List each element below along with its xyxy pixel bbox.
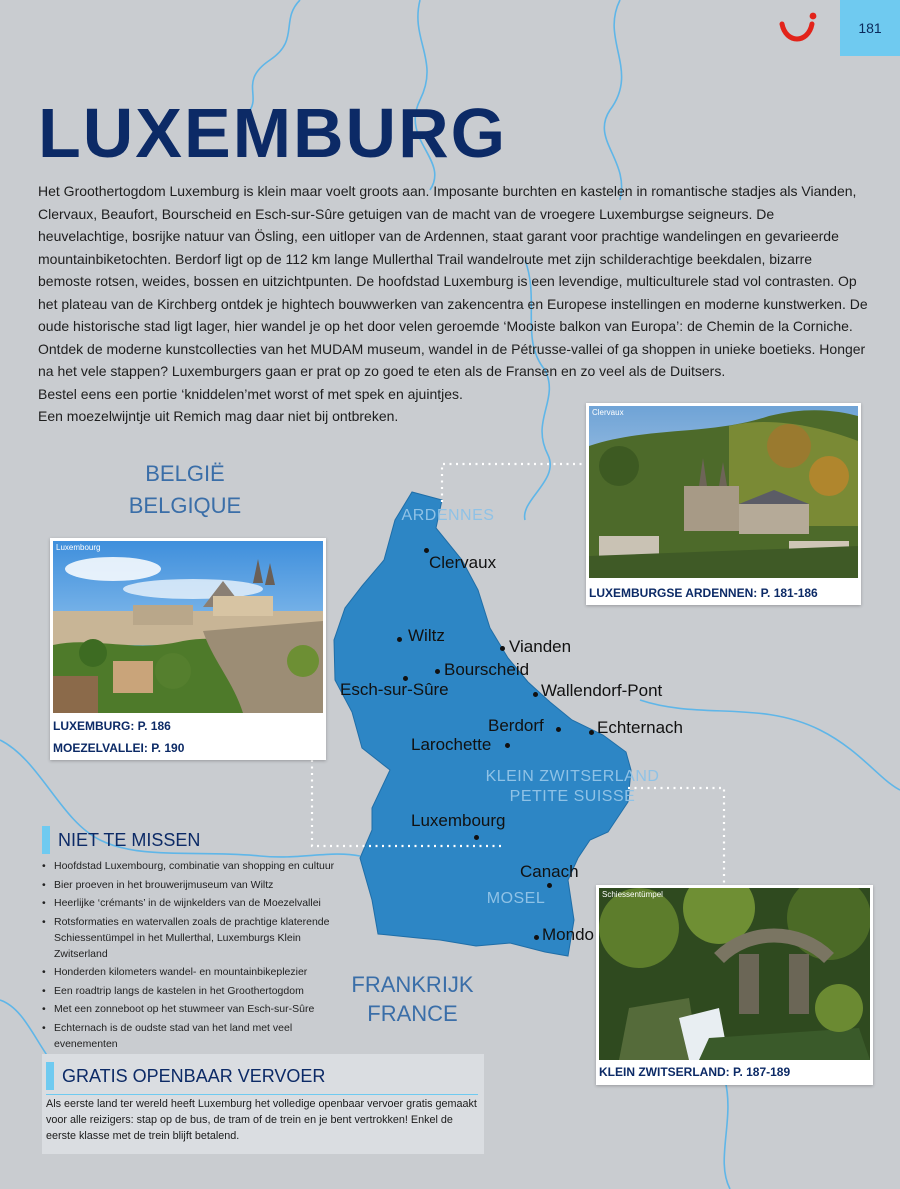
- town-canach: Canach: [520, 862, 579, 881]
- label-klein-zwitserland: [470, 767, 675, 807]
- town-berdorf: Berdorf: [488, 716, 544, 735]
- transport-body: Als eerste land ter wereld heeft Luxemburg het volledige openbaar vervoer gratis gemaakt voor alle reizigers: stap op de bus, de tram of de trein en je bent vertrokken! Enkel de eerste klasse met de trein blijft betalend.: [46, 1098, 477, 1142]
- town-echternach: Echternach: [597, 718, 683, 737]
- label-france-nl: FRANKRIJK: [351, 972, 474, 997]
- town-vianden: Vianden: [509, 637, 572, 656]
- list-item: • Echternach is de oudste stad van het land met veel evenementen: [40, 1020, 345, 1052]
- town-mondorf: Mondo: [542, 925, 594, 944]
- town-wallendorf-pont: Wallendorf-Pont: [541, 681, 663, 700]
- transport-title: GRATIS OPENBAAR VERVOER: [62, 1065, 326, 1086]
- card-schiessentumpel: [596, 885, 873, 1085]
- card-caption[interactable]: MOEZELVALLEI: P. 190: [53, 741, 185, 755]
- town-dot: [533, 692, 538, 697]
- card-caption[interactable]: LUXEMBURGSE ARDENNEN: P. 181-186: [589, 586, 818, 600]
- label-belgium: [110, 458, 260, 522]
- divider: [46, 1094, 478, 1095]
- photo-illustration: [589, 406, 858, 578]
- page-number: 181: [858, 20, 882, 36]
- heading-accent-bar: [46, 1062, 54, 1090]
- heading-accent-bar: [42, 826, 50, 854]
- town-bourscheid: Bourscheid: [444, 660, 530, 679]
- list-item: • Honderden kilometers wandel- en mountainbikeplezier: [40, 964, 345, 980]
- list-item: • Bier proeven in het brouwerijmuseum van Wiltz: [40, 877, 345, 893]
- town-dot: [397, 637, 402, 642]
- photo-clervaux: [589, 406, 858, 578]
- photo-illustration: [599, 888, 870, 1060]
- intro-text: [38, 180, 868, 428]
- card-clervaux: [586, 403, 861, 605]
- card-caption[interactable]: LUXEMBURG: P. 186: [53, 719, 171, 733]
- page-number-tab: [840, 0, 900, 56]
- town-larochette: Larochette: [411, 735, 492, 754]
- tui-logo-icon: [778, 10, 822, 50]
- town-dot: [474, 835, 479, 840]
- card-luxembourg: [50, 538, 326, 760]
- photo-schiessentumpel: [599, 888, 870, 1060]
- must-see-heading: [42, 826, 200, 854]
- list-item: • Heerlijke ‘crémants’ in de wijnkelders van de Moezelvallei: [40, 895, 345, 911]
- photo-illustration: [53, 541, 323, 713]
- must-see-title: NIET TE MISSEN: [58, 829, 201, 850]
- label-mosel: MOSEL: [486, 890, 546, 907]
- town-dot: [500, 646, 505, 651]
- town-clervaux: Clervaux: [429, 553, 497, 572]
- photo-label: Schiessentümpel: [602, 890, 663, 899]
- town-dot: [589, 730, 594, 735]
- card-caption[interactable]: KLEIN ZWITSERLAND: P. 187-189: [599, 1065, 791, 1079]
- label-france-fr: FRANCE: [367, 1001, 458, 1026]
- list-item: • Rotsformaties en watervallen zoals de prachtige klaterende Schiessentümpel in het Mullerthal, Luxemburgs Klein Zwitserland: [40, 914, 345, 962]
- transport-box: [42, 1054, 484, 1154]
- town-dot: [435, 669, 440, 674]
- town-dot: [534, 935, 539, 940]
- town-dot: [505, 743, 510, 748]
- label-france: [340, 970, 485, 1028]
- list-item: • Een roadtrip langs de kastelen in het Groothertogdom: [40, 983, 345, 999]
- intro-paragraph: Een moezelwijntje uit Remich mag daar niet bij ontbreken.: [38, 408, 399, 424]
- page-title: LUXEMBURG: [38, 94, 508, 172]
- list-item: • Met een zonneboot op het stuwmeer van Esch-sur-Sûre: [40, 1001, 345, 1017]
- must-see-list: [40, 858, 345, 1054]
- photo-label: Luxembourg: [56, 543, 101, 552]
- photo-label: Clervaux: [592, 408, 624, 417]
- town-luxembourg: Luxembourg: [411, 811, 506, 830]
- label-ardennes: ARDENNES: [401, 507, 495, 524]
- intro-paragraph: Bestel eens een portie ‘kniddelen’met worst of met spek en ajuintjes.: [38, 385, 463, 402]
- intro-paragraph: Het Groothertogdom Luxemburg is klein maar voelt groots aan. Imposante burchten en kastelen in romantische stadjes als Vianden, Clervaux, Beaufort, Bourscheid en Esch-sur-Sûre getuigen van de macht van de vroegere Luxemburgse seigneurs. De heuvelachtige, bosrijke natuur van Ösling, een uitloper van de Ardennen, staat garant voor prachtige wandelingen en gevarieerde mountainbiketochten. Berdorf ligt op de 112 km lange Mullerthal Trail wandelroute met zijn schilderachtige beekdalen, bizarre bemoste rotsen, weides, bossen en uitzichtpunten. De hoofdstad Luxemburg is een levendige, multiculturele stad vol contrasten. Op het plateau van de Kirchberg ontdek je hightech bouwwerken van zakencentra en Europese instellingen en moderne kunstwerken. De oude historische stad ligt lager, hier wandel je op het door velen geroemde ‘Mooiste balkon van Europa’: de Chemin de la Corniche. Ontdek de moderne kunstcollecties van het MUDAM museum, wandel in de Pétrusse-vallei of ga shoppen in unieke boetieks. Honger na het vele stappen? Luxemburgers gaan er prat op zo goed te eten als de Fransen en zo veel als de Duitsers.: [38, 183, 868, 379]
- town-esch-sur-sure: Esch-sur-Sûre: [340, 680, 449, 699]
- label-belgium-fr: BELGIQUE: [128, 493, 242, 518]
- list-item: • Hoofdstad Luxembourg, combinatie van shopping en cultuur: [40, 858, 345, 874]
- town-dot: [547, 883, 552, 888]
- photo-luxembourg-city: [53, 541, 323, 713]
- town-wiltz: Wiltz: [408, 626, 445, 645]
- label-klein-zwitserland-nl: KLEIN ZWITSERLAND: [485, 768, 660, 785]
- label-klein-zwitserland-fr: PETITE SUISSE: [509, 788, 636, 805]
- town-dot: [556, 727, 561, 732]
- river-line: [640, 700, 900, 790]
- transport-heading: [46, 1062, 325, 1090]
- river-line: [604, 0, 621, 200]
- label-belgium-nl: BELGIË: [145, 461, 225, 486]
- connector-dotted-clervaux: [442, 464, 586, 502]
